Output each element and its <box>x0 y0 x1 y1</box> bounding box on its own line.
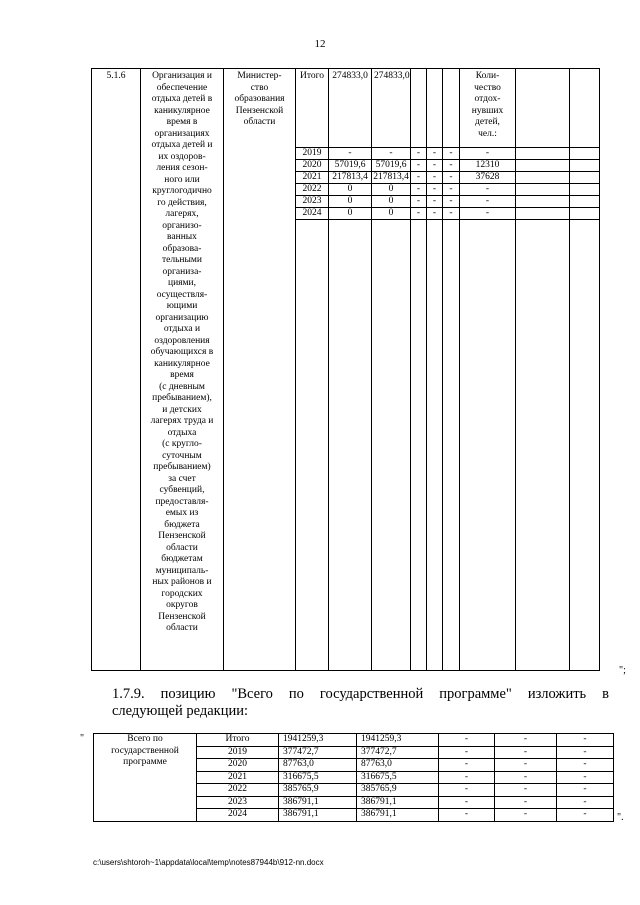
cell-c5: - <box>557 784 614 797</box>
cell-c2: 0 <box>372 196 411 208</box>
description-cell-line: обучающихся в <box>150 347 214 357</box>
executor-cell-line: области <box>243 117 276 127</box>
cell-c2: 274833,0 <box>372 69 411 148</box>
cell-year: 2023 <box>197 796 279 809</box>
description-cell-line: округов <box>166 600 198 610</box>
total-label-cell-line: программе <box>123 757 167 767</box>
indicator-cell-line: чество <box>474 82 501 93</box>
cell-c1: 377472,7 <box>279 746 357 759</box>
total-label-cell <box>94 734 197 822</box>
indicator-cell-line: чел.: <box>478 128 497 139</box>
cell-c6: 12310 <box>460 160 516 172</box>
cell-c5: - <box>443 172 460 184</box>
table-row <box>94 734 614 747</box>
cell-target <box>516 172 570 184</box>
closing-quote-end: ". <box>617 812 624 823</box>
empty-cell <box>443 220 460 671</box>
description-cell <box>141 69 224 671</box>
cell-target <box>516 208 570 220</box>
program-total-table <box>93 733 614 822</box>
cell-c4: - <box>495 759 557 772</box>
cell-c2: 386791,1 <box>357 796 439 809</box>
description-cell-line: образова- <box>162 243 202 254</box>
description-cell-line: организа- <box>162 266 202 277</box>
cell-c3: - <box>411 148 427 160</box>
indicator-cell-line: отдох- <box>474 94 501 104</box>
description-cell-line: циями, <box>167 278 196 288</box>
cell-c5: - <box>557 809 614 822</box>
cell-year: 2020 <box>197 759 279 772</box>
description-cell-line: время в <box>166 117 198 127</box>
cell-c4: - <box>495 809 557 822</box>
description-cell-line: пребыванием) <box>153 462 211 472</box>
description-cell-line: каникулярное <box>154 105 210 116</box>
empty-cell <box>460 220 516 671</box>
cell-c2: 0 <box>372 208 411 220</box>
description-cell-line: организациях <box>154 128 210 139</box>
indicator-cell-line: Коли- <box>475 71 500 81</box>
amendment-paragraph-line2: следующей редакции: <box>112 703 249 719</box>
description-cell-line: круглогодично <box>152 186 212 196</box>
description-cell-line: субвенций, <box>159 485 205 495</box>
cell-c5: - <box>443 208 460 220</box>
cell-c4 <box>427 69 443 148</box>
amendment-paragraph-line1: 1.7.9. позицию "Всего по государственной программе" изложить в <box>112 686 609 702</box>
cell-c6: - <box>460 196 516 208</box>
cell-c4: - <box>495 771 557 784</box>
cell-c2: 217813,4 <box>373 172 409 182</box>
cell-c1: 0 <box>329 184 372 196</box>
cell-c5 <box>443 69 460 148</box>
description-cell-line: Пензенской <box>158 531 206 541</box>
cell-extra <box>570 160 600 172</box>
description-cell-line: ных районов и <box>152 577 212 587</box>
cell-c2: 87763,0 <box>357 759 439 772</box>
cell-c3: - <box>411 160 427 172</box>
cell-c2: 377472,7 <box>357 746 439 759</box>
executor-cell <box>224 69 296 671</box>
cell-c2: - <box>372 148 411 160</box>
cell-c3: - <box>439 809 495 822</box>
description-cell-line: пребыванием), <box>152 393 212 403</box>
cell-c1: 0 <box>329 208 372 220</box>
description-cell-line: их оздоров- <box>158 151 206 162</box>
row-id-cell: 5.1.6 <box>92 69 141 671</box>
cell-c1: 87763,0 <box>279 759 357 772</box>
cell-year: 2022 <box>197 784 279 797</box>
cell-c2: 1941259,3 <box>357 734 439 747</box>
cell-c3: - <box>411 184 427 196</box>
cell-c5: - <box>557 746 614 759</box>
closing-quote: "; <box>619 665 626 676</box>
description-cell-line: организо- <box>162 220 202 231</box>
cell-year: 2021 <box>296 172 329 184</box>
cell-c3: - <box>439 746 495 759</box>
description-cell-line: предоставля- <box>155 496 209 507</box>
description-cell-line: Организация и <box>152 71 212 81</box>
opening-quote: " <box>80 733 85 744</box>
page-number: 12 <box>314 38 326 50</box>
cell-year: 2024 <box>197 809 279 822</box>
cell-extra <box>570 184 600 196</box>
empty-cell <box>329 220 372 671</box>
cell-extra <box>570 172 600 184</box>
cell-c3: - <box>439 734 495 747</box>
description-cell-line: (с кругло- <box>162 439 202 449</box>
cell-c3: - <box>439 759 495 772</box>
cell-c3: - <box>411 196 427 208</box>
description-cell-line: отдыха <box>167 427 197 438</box>
cell-c1: 0 <box>329 196 372 208</box>
description-cell-line: Пензенской <box>158 611 206 622</box>
description-cell-line: отдыха детей и <box>151 140 213 150</box>
cell-c4: - <box>427 208 443 220</box>
description-cell-line: и детских <box>162 404 202 415</box>
cell-c3: - <box>439 771 495 784</box>
cell-target <box>516 148 570 160</box>
cell-extra <box>570 69 600 148</box>
cell-c5: - <box>557 759 614 772</box>
description-cell-line: отдыха и <box>163 324 201 334</box>
cell-c3 <box>411 69 427 148</box>
description-cell-line: осуществля- <box>156 289 208 300</box>
cell-year: 2021 <box>197 771 279 784</box>
cell-year: 2024 <box>296 208 329 220</box>
cell-year: Итого <box>296 69 329 148</box>
description-cell-line: бюджетам <box>161 554 203 564</box>
cell-c1: 316675,5 <box>279 771 357 784</box>
empty-cell <box>427 220 443 671</box>
cell-c3: - <box>411 172 427 184</box>
cell-c2: 386791,1 <box>357 809 439 822</box>
description-cell-line: ванных <box>167 232 197 242</box>
cell-c1: 385765,9 <box>279 784 357 797</box>
cell-c4: - <box>427 196 443 208</box>
executor-cell-line: Пензенской <box>235 105 284 116</box>
executor-cell-line: ство <box>250 82 269 93</box>
cell-target <box>516 69 570 148</box>
cell-c4: - <box>495 734 557 747</box>
cell-year: 2019 <box>197 746 279 759</box>
cell-extra <box>570 148 600 160</box>
empty-cell <box>570 220 600 671</box>
cell-c5: - <box>443 148 460 160</box>
indicator-cell-line: нувших <box>471 105 504 116</box>
description-cell-line: за счет <box>168 473 196 484</box>
description-cell-line: области <box>166 542 198 553</box>
description-cell-line: бюджета <box>164 519 200 530</box>
empty-cell <box>372 220 411 671</box>
description-cell-line: лагерях, <box>165 209 199 219</box>
cell-c4: - <box>495 746 557 759</box>
cell-c3: - <box>411 208 427 220</box>
empty-cell <box>516 220 570 671</box>
cell-c4: - <box>427 172 443 184</box>
footer-file-path: c:\users\shtoroh~1\appdata\local\temp\notes87944b\912-nn.docx <box>93 858 324 867</box>
description-cell-line: (с дневным <box>159 381 205 392</box>
cell-c2: 0 <box>372 184 411 196</box>
description-cell-line: отдыха детей в <box>151 94 213 104</box>
cell-target <box>516 184 570 196</box>
cell-c3: - <box>439 796 495 809</box>
cell-year: Итого <box>197 734 279 747</box>
cell-extra <box>570 208 600 220</box>
cell-c4: - <box>427 160 443 172</box>
total-label-cell-line: Всего по <box>127 734 163 744</box>
description-cell-line: ющими <box>166 301 198 311</box>
cell-c1: 1941259,3 <box>279 734 357 747</box>
description-cell-line: городских <box>161 588 203 599</box>
cell-c1: 274833,0 <box>329 69 372 148</box>
description-cell-line: обеспечение <box>156 82 208 93</box>
table-row <box>92 69 600 148</box>
cell-c4: - <box>427 148 443 160</box>
description-cell-line: каникулярное <box>154 358 210 369</box>
empty-cell <box>296 220 329 671</box>
cell-c6: - <box>460 148 516 160</box>
description-cell-line: го действия, <box>157 197 207 208</box>
total-label-cell-line: государственной <box>111 745 179 756</box>
cell-target <box>516 160 570 172</box>
cell-c1: - <box>329 148 372 160</box>
description-cell-line: суточным <box>162 450 202 461</box>
cell-c1: 217813,4 <box>329 172 372 184</box>
cell-c1: 386791,1 <box>279 796 357 809</box>
cell-target <box>516 196 570 208</box>
indicator-cell <box>460 69 516 148</box>
cell-c6: 37628 <box>460 172 516 184</box>
cell-c6: - <box>460 184 516 196</box>
description-cell-line: оздоровления <box>154 335 210 346</box>
executor-cell-line: образования <box>234 94 285 104</box>
program-table-5-1-6 <box>91 68 600 671</box>
cell-c5: - <box>443 160 460 172</box>
cell-year: 2022 <box>296 184 329 196</box>
description-cell-line: время <box>170 370 194 380</box>
description-cell-line: емых из <box>165 508 199 518</box>
cell-c2: 316675,5 <box>357 771 439 784</box>
description-cell-line: ления сезон- <box>156 163 208 173</box>
description-cell-line: муниципаль- <box>155 565 209 576</box>
cell-year: 2023 <box>296 196 329 208</box>
cell-c4: - <box>495 796 557 809</box>
cell-c5: - <box>443 184 460 196</box>
indicator-cell-line: детей, <box>475 117 500 127</box>
cell-c1: 57019,6 <box>329 160 372 172</box>
cell-year: 2020 <box>296 160 329 172</box>
description-cell-line: ного или <box>164 174 200 185</box>
description-cell-line: области <box>166 623 198 633</box>
cell-c3: - <box>439 784 495 797</box>
cell-c1: 386791,1 <box>279 809 357 822</box>
executor-cell-line: Министер- <box>237 71 282 81</box>
description-cell-line: организацию <box>155 312 209 323</box>
description-cell-line: лагерях труда и <box>150 416 214 426</box>
description-cell-line: тельными <box>161 255 202 265</box>
cell-year: 2019 <box>296 148 329 160</box>
cell-c4: - <box>495 784 557 797</box>
empty-cell <box>411 220 427 671</box>
cell-c5: - <box>557 734 614 747</box>
cell-c6: - <box>460 208 516 220</box>
cell-c2: 57019,6 <box>372 160 411 172</box>
cell-c4: - <box>427 184 443 196</box>
cell-c5: - <box>557 771 614 784</box>
cell-extra <box>570 196 600 208</box>
cell-c5: - <box>557 796 614 809</box>
cell-c2: 385765,9 <box>357 784 439 797</box>
cell-c5: - <box>443 196 460 208</box>
